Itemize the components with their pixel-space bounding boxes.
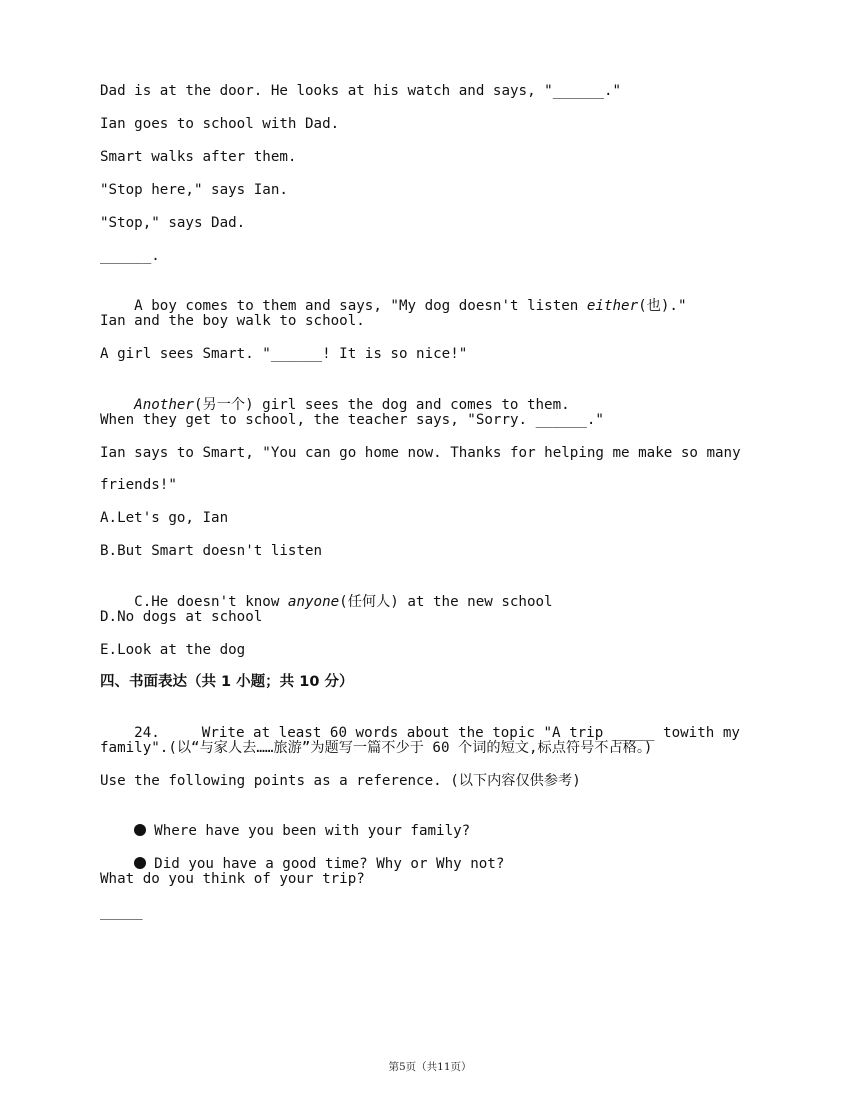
italic-word: anyone: [287, 594, 340, 610]
bullet-text: Where have you been with your family?: [154, 823, 471, 839]
bullet-icon: [134, 824, 146, 836]
story-line: "Stop here," says Ian.: [100, 182, 288, 198]
italic-word: either: [586, 298, 639, 314]
question-number: 24.: [134, 725, 160, 741]
story-line: Smart walks after them.: [100, 149, 297, 165]
answer-blank: _____: [100, 904, 143, 920]
option-d: D.No dogs at school: [100, 609, 263, 625]
page-footer: 第5页（共11页）: [388, 1061, 472, 1073]
story-line: "Stop," says Dad.: [100, 215, 246, 231]
story-blank-line: ______.: [100, 248, 160, 264]
option-e: E.Look at the dog: [100, 642, 246, 658]
question-text: family".(以“与家人去……旅游”为题写一篇不少于 60 个词的短文,标点符号不占格。): [100, 740, 653, 756]
story-line: Ian says to Smart, "You can go home now. Thanks for helping me make so many: [100, 445, 741, 461]
question-text: What do you think of your trip?: [100, 871, 365, 887]
option-a: A.Let's go, Ian: [100, 510, 229, 526]
story-line: Ian and the boy walk to school.: [100, 313, 365, 329]
bullet-text: Did you have a good time? Why or Why not?: [154, 856, 505, 872]
story-line: Ian goes to school with Dad.: [100, 116, 340, 132]
section-heading: 四、书面表达（共 1 小题；共 10 分）: [100, 674, 354, 690]
question-text: Use the following points as a reference. (以下内容仅供参考): [100, 773, 581, 789]
option-b: B.But Smart doesn't listen: [100, 543, 323, 559]
line-text: (另一个) girl sees the dog and comes to them.: [193, 397, 570, 413]
italic-word: Another: [134, 397, 194, 413]
line-text: (也).": [638, 298, 687, 314]
line-text: A boy comes to them and says, "My dog doesn't listen: [134, 298, 587, 314]
bullet-icon: [134, 857, 146, 869]
option-c-text: (任何人) at the new school: [339, 594, 553, 610]
story-line: Dad is at the door. He looks at his watch and says, "______.": [100, 83, 622, 99]
question-text: Write at least 60 words about the topic "A trip _____ towith my: [201, 725, 740, 741]
story-line: friends!": [100, 477, 177, 493]
story-line: When they get to school, the teacher says, "Sorry. ______.": [100, 412, 604, 428]
story-line: A girl sees Smart. "______! It is so nice!": [100, 346, 468, 362]
option-c-text: C.He doesn't know: [134, 594, 288, 610]
